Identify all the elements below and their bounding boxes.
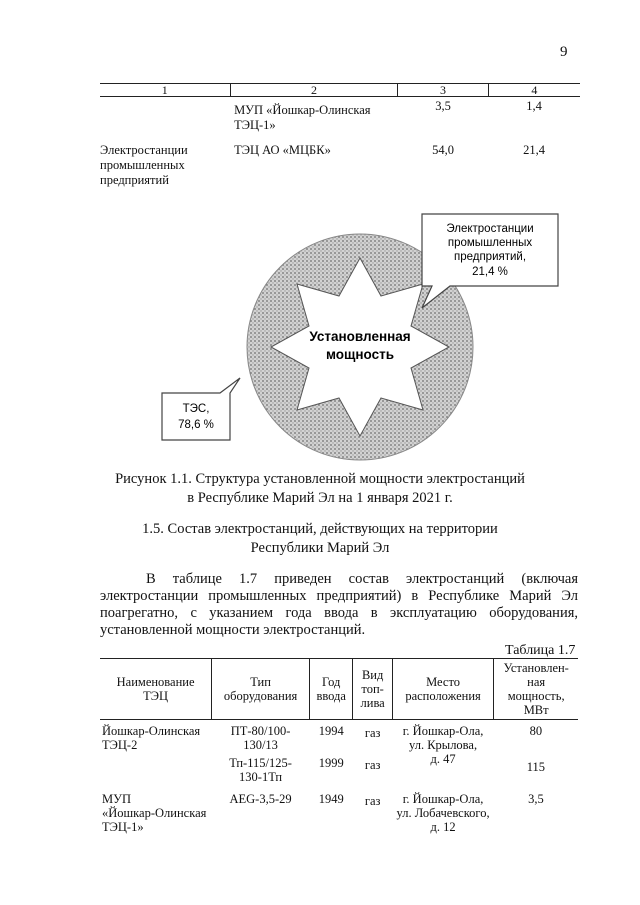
- table-1-7: [100, 658, 578, 834]
- body-paragraph: [100, 571, 578, 639]
- table-row: [100, 784, 578, 834]
- top-table: [100, 83, 580, 188]
- table-cell: ТЭЦ АО «МЦБК»: [234, 143, 331, 157]
- table-cell: 54,0: [432, 143, 454, 157]
- commission-year: 1999: [318, 756, 344, 770]
- header-cell: 4: [488, 84, 580, 97]
- table-cell: 21,4: [523, 143, 546, 157]
- cell-line: промышленных: [100, 158, 185, 172]
- figure-caption: [0, 470, 640, 508]
- callout-text: 78,6 %: [178, 419, 214, 431]
- header-cell: 2: [230, 84, 398, 97]
- header-cell: 3: [398, 84, 488, 97]
- equipment-type: ПТ-80/100- 130/13: [230, 724, 291, 752]
- installed-power: 3,5: [528, 792, 544, 806]
- table-cell: [230, 97, 398, 134]
- equipment-type: Тп-115/125- 130-1Тп: [229, 756, 292, 784]
- station-name: Йошкар-Олинская ТЭЦ-2: [102, 724, 201, 752]
- table-row: [100, 752, 578, 784]
- cell-line: предприятий: [100, 173, 169, 187]
- callout-text: промышленных: [447, 237, 533, 249]
- table-header-row: [100, 659, 578, 720]
- cell-line: ТЭЦ-1»: [234, 118, 276, 132]
- center-label-line: мощность: [325, 347, 395, 362]
- paragraph-text: В таблице 1.7 приведен состав электростанций (включая электростанции промышленных предприятий) в Республике Марий Эл поагрегатно, с указанием года ввода в эксплуатацию оборудования, установленной мощности электростанций.: [100, 571, 578, 638]
- table-cell: [100, 97, 230, 134]
- cell-line: Электростанции: [100, 143, 188, 157]
- table-cell: 3,5: [435, 99, 451, 113]
- location: г. Йошкар-Ола, ул. Лобачевского, д. 12: [396, 792, 490, 834]
- caption-line: в Республике Марий Эл на 1 января 2021 г.: [187, 490, 453, 506]
- page-number: 9: [560, 44, 568, 60]
- installed-power: 80: [529, 724, 543, 738]
- column-header: Тип оборудования: [212, 659, 310, 720]
- location: г. Йошкар-Ола, ул. Крылова, д. 47: [402, 724, 484, 766]
- heading-line: 1.5. Состав электростанций, действующих на территории: [142, 521, 498, 537]
- caption-line: Рисунок 1.1. Структура установленной мощности электростанций: [115, 471, 525, 487]
- callout-text: предприятий,: [453, 251, 527, 263]
- fuel-type: газ: [364, 794, 381, 808]
- callout-text: Электростанции: [446, 223, 534, 235]
- column-header: Установлен- ная мощность, МВт: [494, 659, 578, 720]
- commission-year: 1949: [318, 792, 344, 806]
- table-row: [100, 720, 578, 753]
- header-cell: 1: [100, 84, 230, 97]
- center-label-line: Установленная: [309, 329, 411, 344]
- table-row: [100, 97, 580, 134]
- heading-line: Республики Марий Эл: [250, 540, 390, 556]
- commission-year: 1994: [318, 724, 344, 738]
- station-name: [100, 752, 212, 784]
- column-header: Место расположения: [392, 659, 494, 720]
- equipment-type: AEG-3,5-29: [229, 792, 292, 806]
- callout-text: 21,4 %: [472, 266, 508, 278]
- fuel-type: газ: [364, 758, 381, 772]
- structure-figure: [150, 200, 570, 465]
- table-label: Таблица 1.7: [505, 643, 576, 658]
- table-row: [100, 133, 580, 188]
- column-header: Вид топ- лива: [353, 659, 392, 720]
- fuel-type: газ: [364, 726, 381, 740]
- callout-text: ТЭС,: [182, 403, 210, 415]
- top-table-header: [100, 84, 580, 97]
- column-header: Год ввода: [309, 659, 353, 720]
- column-header: Наименование ТЭЦ: [100, 659, 212, 720]
- table-cell: [100, 133, 230, 188]
- station-name: МУП «Йошкар-Олинская ТЭЦ-1»: [102, 792, 207, 834]
- cell-line: МУП «Йошкар-Олинская: [234, 103, 371, 117]
- section-heading: [0, 520, 640, 558]
- installed-power: 115: [526, 760, 546, 774]
- table-cell: 1,4: [526, 99, 542, 113]
